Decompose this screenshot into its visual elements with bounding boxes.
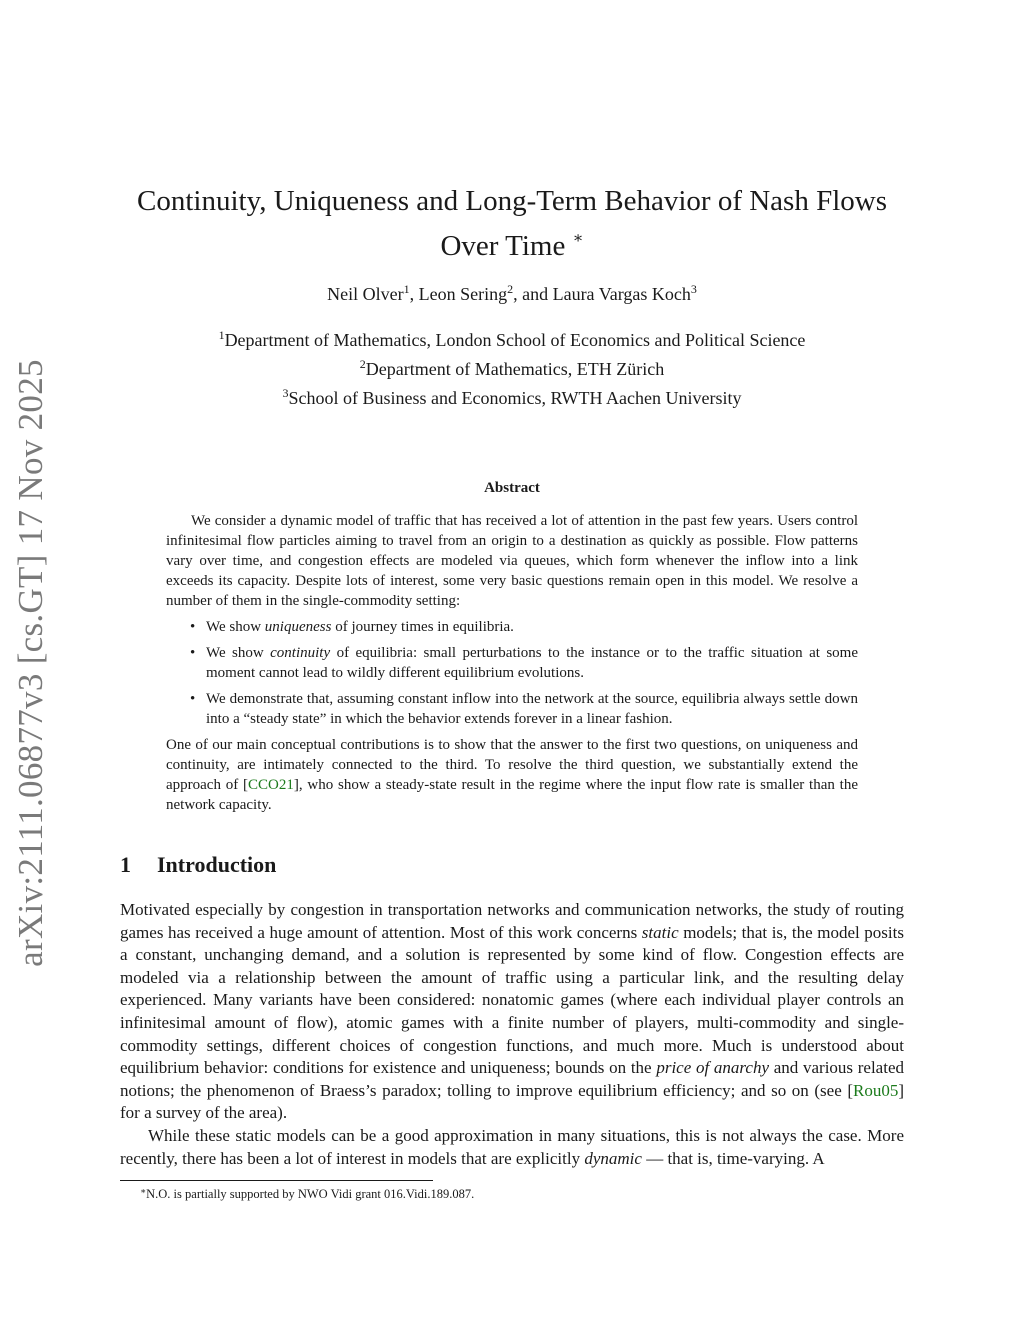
- footnote-mark: ∗: [140, 1186, 147, 1196]
- abstract-heading: Abstract: [484, 480, 540, 496]
- affiliation-mark: 2: [359, 357, 366, 371]
- intro-text: — that is, time-varying. A: [641, 1148, 825, 1168]
- affiliation-line: [120, 323, 904, 352]
- citation-link[interactable]: CCO21: [248, 777, 294, 793]
- section-heading: [120, 852, 276, 878]
- intro-paragraph: [120, 899, 904, 1125]
- footnote-divider: [120, 1180, 433, 1181]
- author-affil-mark: 3: [690, 282, 697, 296]
- author-affil-mark: 2: [507, 282, 514, 296]
- affiliation-text: Department of Mathematics, London School of Economics and Political Science: [224, 330, 806, 350]
- footnote-text: N.O. is partially supported by NWO Vidi grant 016.Vidi.189.087.: [146, 1187, 475, 1201]
- bullet-text: We show: [206, 619, 265, 635]
- author-name: Neil Olver: [327, 284, 404, 304]
- affiliation-list: [120, 323, 904, 410]
- affiliation-text: Department of Mathematics, ETH Zürich: [365, 359, 665, 379]
- citation-link[interactable]: Rou05: [852, 1080, 899, 1100]
- abstract-bullet: [190, 689, 858, 729]
- author-affil-mark: 1: [403, 282, 410, 296]
- intro-emphasis: dynamic: [584, 1148, 642, 1168]
- arxiv-identifier[interactable]: arXiv:2111.06877v3 [cs.GT] 17 Nov 2025: [11, 359, 50, 967]
- section-number: 1: [120, 852, 131, 877]
- abstract-paragraph: [166, 735, 858, 815]
- intro-text: ] for a survey of the area).: [120, 1080, 904, 1123]
- intro-text: and various related notions; the phenomenon of Braess’s paradox; tolling to improve equilibrium efficiency; and so on (see [: [120, 1058, 904, 1100]
- intro-text: While these static models can be a good approximation in many situations, this is not always the case. More recently, there has been a lot of interest in models that are explicitly: [120, 1125, 904, 1168]
- bullet-emphasis: continuity: [270, 645, 331, 661]
- abstract-paragraph: We consider a dynamic model of traffic that has received a lot of attention in the past few years. Users control infinitesimal flow particles aiming to travel from an origin to a destination as quickly as possible. Flow patterns vary over time, and congestion effects are modeled via queues, which form whenever the inflow into a link exceeds its capacity. Despite lots of interest, some very basic questions remain open in this model. We resolve a number of them in the single-commodity setting:: [166, 513, 858, 609]
- intro-emphasis: static: [641, 922, 679, 942]
- bullet-emphasis: uniqueness: [264, 619, 332, 635]
- arxiv-sidebar: [4, 359, 58, 967]
- bullet-icon: •: [190, 645, 196, 661]
- bullet-text: We show: [206, 645, 271, 661]
- affiliation-line: [120, 352, 904, 381]
- bullet-text: of equilibria: small perturbations to the instance or to the traffic situation at some moment cannot lead to wildly different equilibrium evolutions.: [206, 645, 858, 681]
- author-separator: , and: [513, 284, 553, 304]
- intro-paragraph: [120, 1125, 904, 1170]
- intro-emphasis: price of anarchy: [656, 1058, 769, 1078]
- bullet-icon: •: [190, 619, 196, 635]
- bullet-icon: •: [190, 691, 196, 707]
- title-footnote-mark[interactable]: ∗: [572, 230, 584, 247]
- bullet-text: We demonstrate that, assuming constant inflow into the network at the source, equilibria always settle down into a “steady state” in which the behavior extends forever in a linear fashion.: [206, 691, 858, 727]
- affiliation-mark: 1: [218, 328, 225, 342]
- author-name: Leon Sering: [418, 284, 508, 304]
- section-title: Introduction: [157, 852, 277, 877]
- abstract-bullet: [190, 643, 858, 683]
- affiliation-text: School of Business and Economics, RWTH Aachen University: [288, 388, 742, 408]
- abstract-bullet-list: [166, 617, 858, 729]
- paper-title-text: Continuity, Uniqueness and Long-Term Behavior of Nash Flows Over Time: [137, 185, 887, 262]
- paper-title: [120, 183, 904, 265]
- abstract-text: One of our main conceptual contributions is to show that the answer to the first two questions, on uniqueness and continuity, are intimately connected to the third. To resolve the third question, we substantially extend the approach of [: [166, 737, 858, 793]
- bullet-text: of journey times in equilibria.: [331, 619, 514, 635]
- author-name: Laura Vargas Koch: [552, 284, 691, 304]
- abstract-bullet: [190, 617, 858, 637]
- intro-text: Motivated especially by congestion in transportation networks and communication networks, the study of routing games has received a huge amount of attention. Most of this work concerns: [120, 900, 904, 942]
- abstract-text: ], who show a steady-state result in the regime where the input flow rate is smaller than the network capacity.: [166, 777, 858, 813]
- intro-text: models; that is, the model posits a constant, unchanging demand, and a solution is represented by some kind of flow. Congestion effects are modeled via a relationship between the amount of traffic using a particular link, and the resulting delay experienced. Many variants have been considered: nonatomic games (where each individual player controls an infinitesimal amount of flow), atomic games with a finite number of players, multi-commodity and single-commodity settings, different choices of congestion functions, and much more. Much is understood about equilibrium behavior: conditions for existence and uniqueness; bounds on the: [120, 922, 904, 1078]
- author-separator: ,: [409, 284, 419, 304]
- abstract-body: [166, 511, 858, 815]
- author-list: [120, 282, 904, 305]
- footnote: [140, 1186, 474, 1202]
- affiliation-line: [120, 381, 904, 410]
- intro-body: [120, 899, 904, 1170]
- affiliation-mark: 3: [282, 386, 289, 400]
